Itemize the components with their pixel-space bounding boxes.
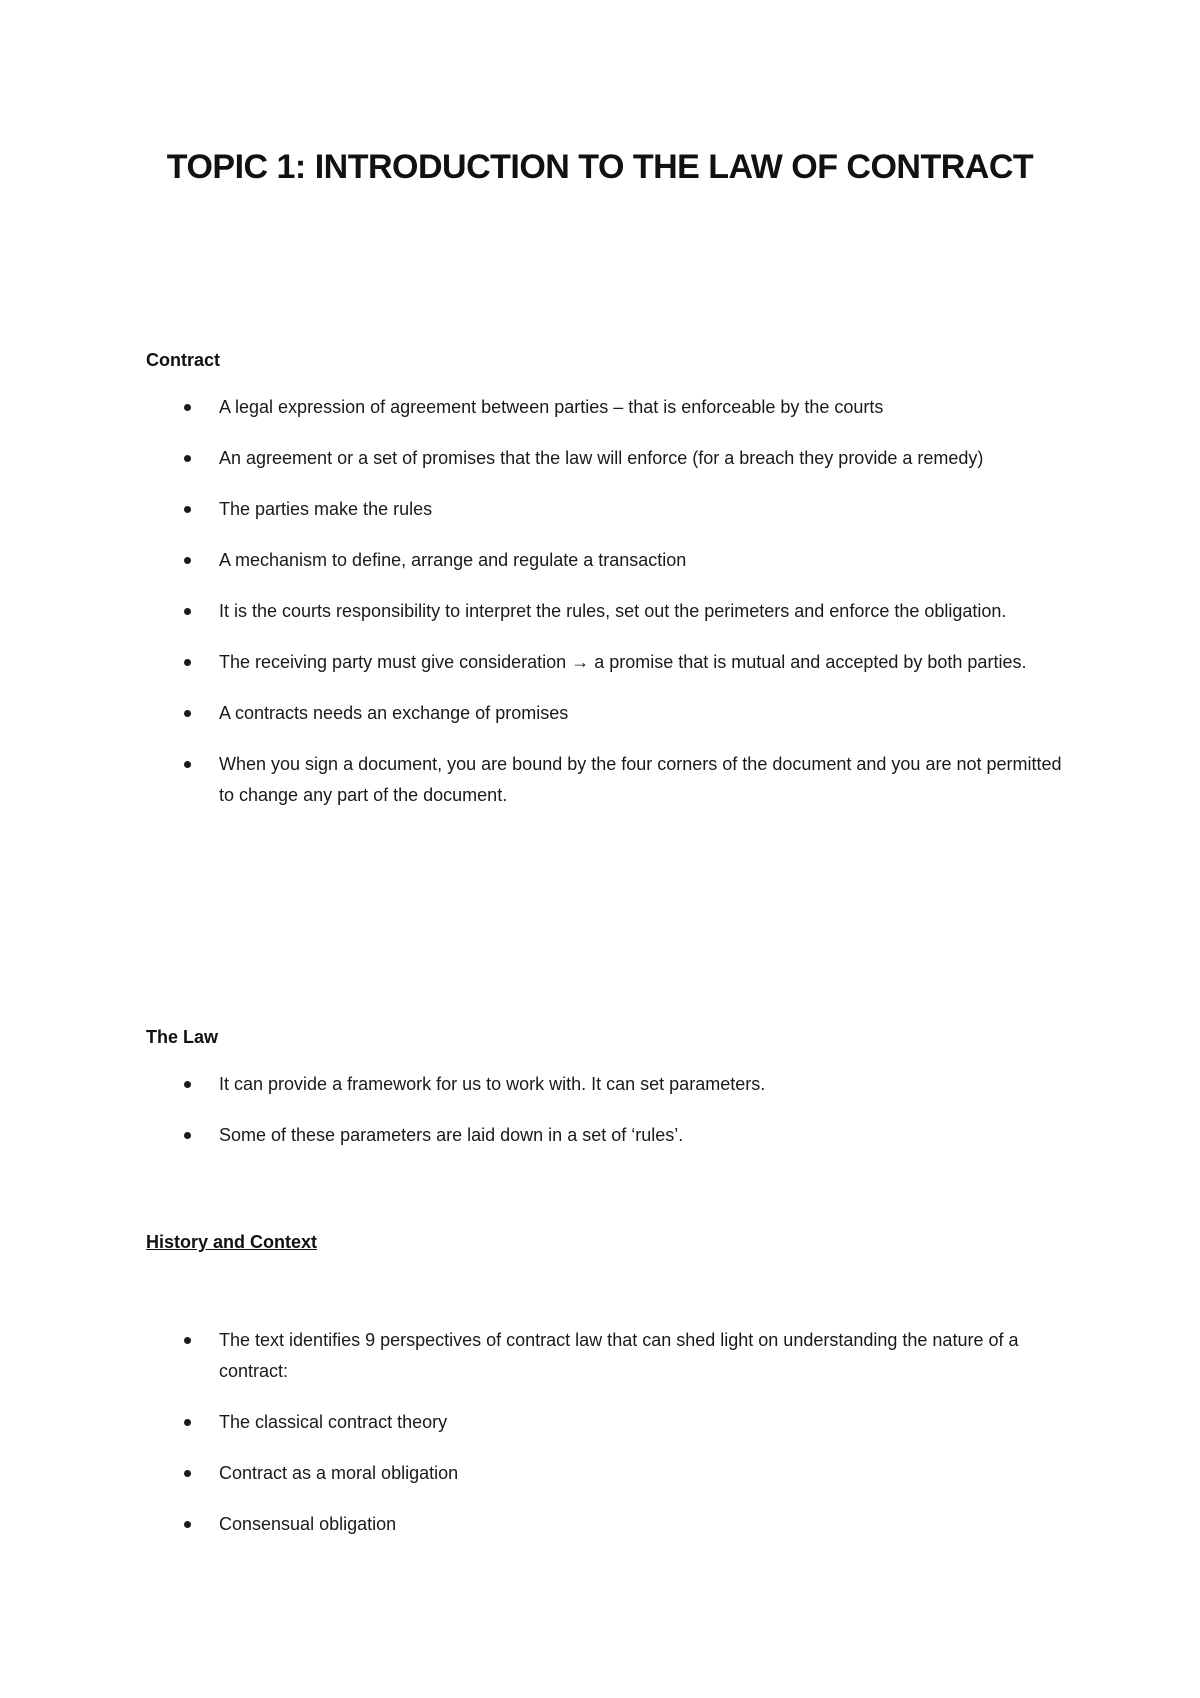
list-item: It can provide a framework for us to work with. It can set parameters. <box>0 1069 1200 1100</box>
list-item: A contracts needs an exchange of promises <box>0 698 1200 729</box>
bullet-icon <box>184 659 191 666</box>
list-item: Contract as a moral obligation <box>0 1458 1200 1489</box>
bullet-icon <box>184 404 191 411</box>
bullet-icon <box>184 455 191 462</box>
contract-bullet-list <box>0 392 1200 831</box>
bullet-icon <box>184 506 191 513</box>
section-heading-the-law: The Law <box>146 1027 219 1047</box>
bullet-icon <box>184 1470 191 1477</box>
section-heading-history-and-context: History and Context <box>146 1232 318 1252</box>
list-item: An agreement or a set of promises that the law will enforce (for a breach they provide a remedy) <box>0 443 1200 474</box>
bullet-icon <box>184 1132 191 1139</box>
bullet-icon <box>184 557 191 564</box>
bullet-icon <box>184 761 191 768</box>
list-item: A mechanism to define, arrange and regulate a transaction <box>0 545 1200 576</box>
arrow-right-icon: → <box>571 652 590 672</box>
bullet-icon <box>184 1419 191 1426</box>
list-item: A legal expression of agreement between parties – that is enforceable by the courts <box>0 392 1200 423</box>
list-item: Consensual obligation <box>0 1509 1200 1540</box>
history-bullet-list <box>0 1325 1200 1560</box>
list-item: The receiving party must give consideration → a promise that is mutual and accepted by both parties. <box>0 647 1200 678</box>
bullet-icon <box>184 1337 191 1344</box>
bullet-icon <box>184 608 191 615</box>
list-item: The classical contract theory <box>0 1407 1200 1438</box>
bullet-icon <box>184 710 191 717</box>
bullet-icon <box>184 1521 191 1528</box>
section-heading-contract: Contract <box>146 350 221 370</box>
list-item: When you sign a document, you are bound by the four corners of the document and you are not permitted to change any part of the document. <box>0 749 1200 811</box>
list-item: Some of these parameters are laid down in a set of ‘rules’. <box>0 1120 1200 1151</box>
law-bullet-list <box>0 1069 1200 1171</box>
list-item: It is the courts responsibility to interpret the rules, set out the perimeters and enforce the obligation. <box>0 596 1200 627</box>
list-item: The parties make the rules <box>0 494 1200 525</box>
list-item: The text identifies 9 perspectives of contract law that can shed light on understanding the nature of a contract: <box>0 1325 1200 1387</box>
page-title: TOPIC 1: INTRODUCTION TO THE LAW OF CONTRACT <box>166 148 1034 186</box>
bullet-icon <box>184 1081 191 1088</box>
